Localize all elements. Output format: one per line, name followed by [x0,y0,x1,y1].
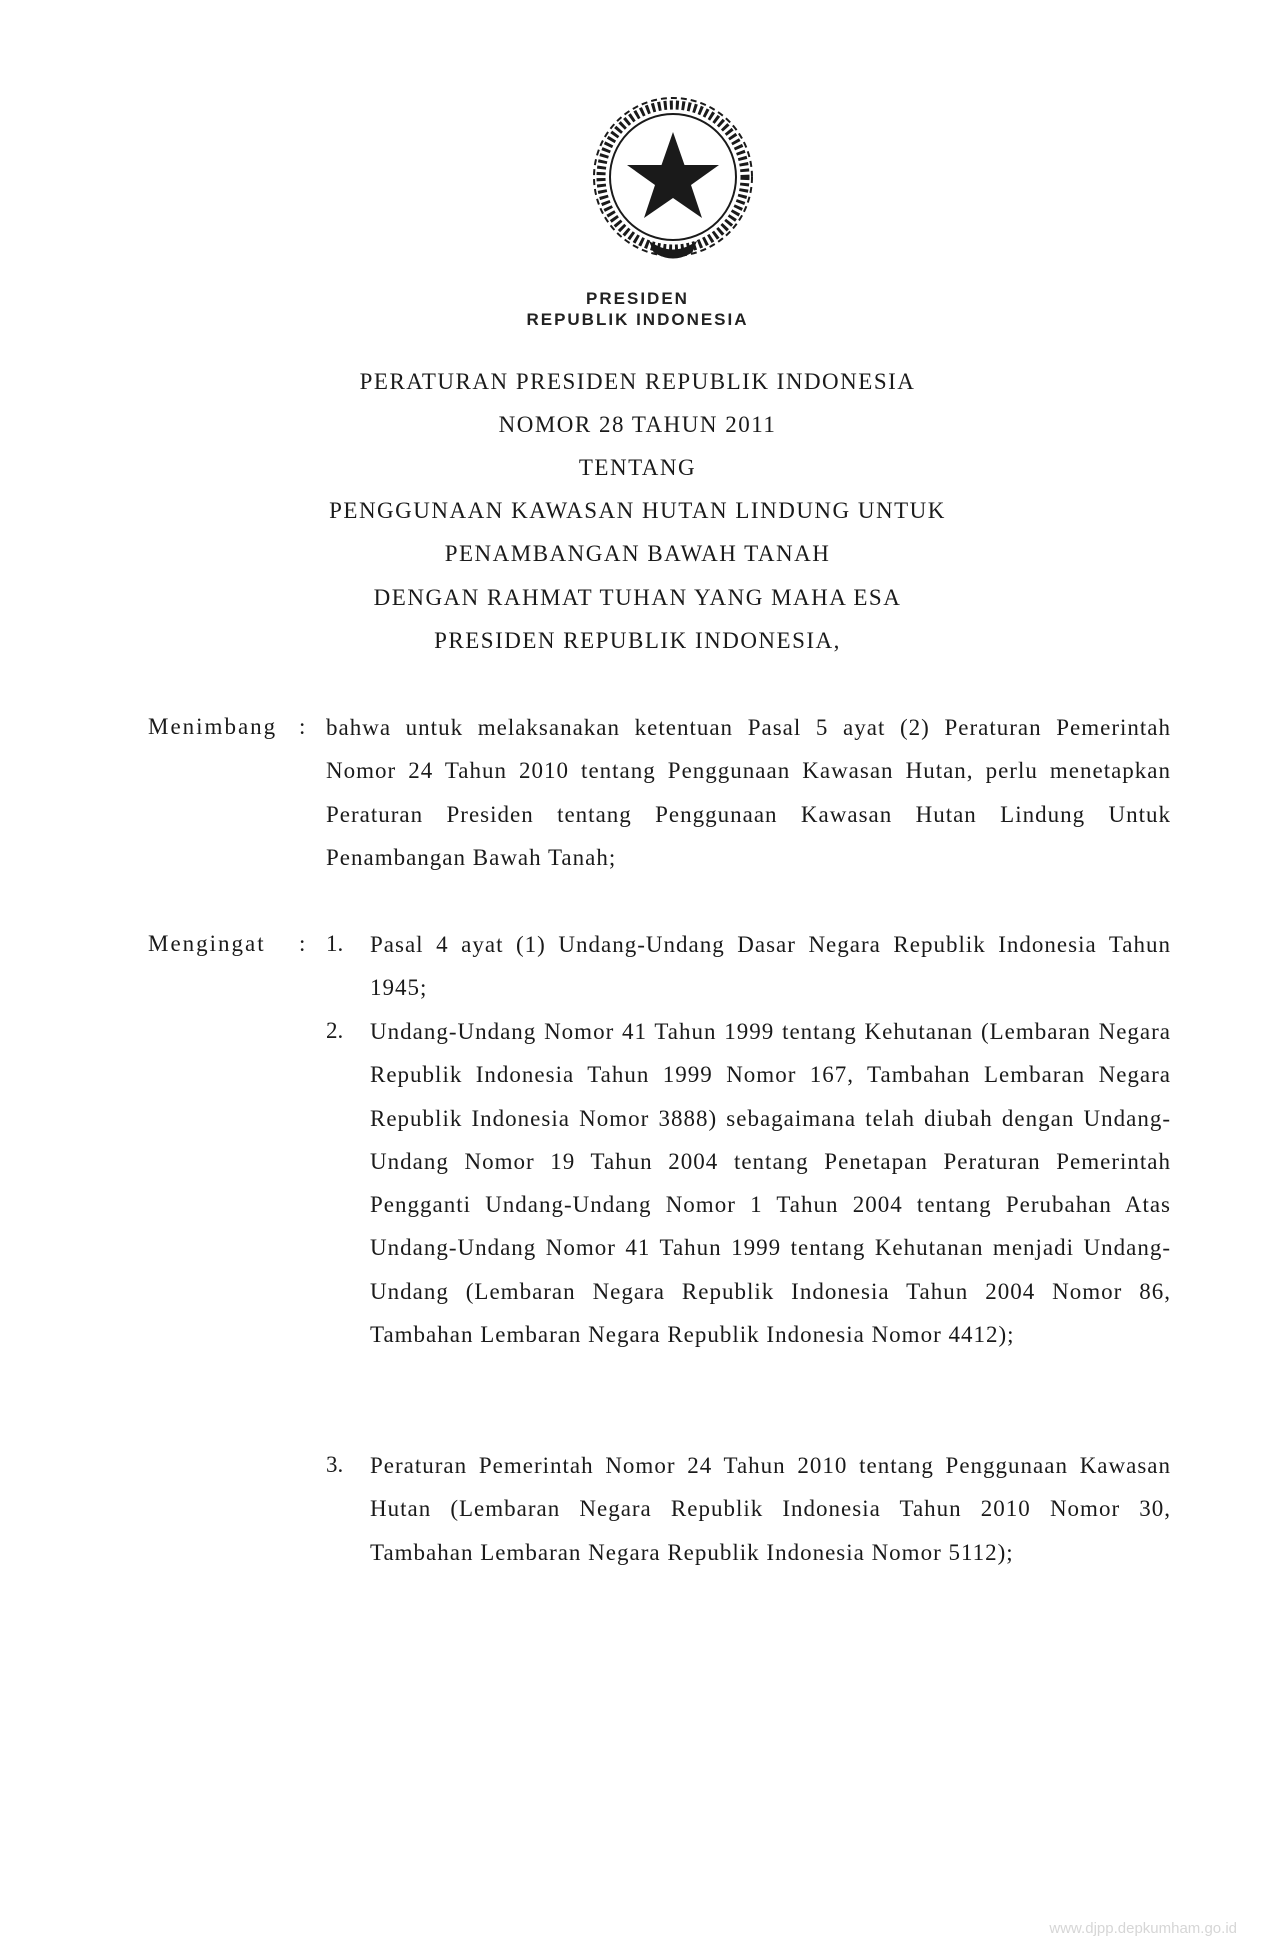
header-republik-indonesia: REPUBLIK INDONESIA [526,310,749,329]
mengingat-item: Pasal 4 ayat (1) Undang-Undang Dasar Negara Republik Indonesia Tahun 1945; [370,932,1171,1001]
title-line-4: PENGGUNAAN KAWASAN HUTAN LINDUNG UNTUK [329,498,946,523]
mengingat-label: Mengingat [148,931,266,956]
title-line-1: PERATURAN PRESIDEN REPUBLIK INDONESIA [359,369,916,394]
title-line-7: PRESIDEN REPUBLIK INDONESIA, [434,628,841,653]
mengingat-item: Undang-Undang Nomor 41 Tahun 1999 tentang Kehutanan (Lembaran Negara Republik Indonesia Tahun 1999 Nomor 167, Tambahan Lembaran Negara Republik Indonesia Nomor 3888) sebagaimana telah diubah dengan Undang-Undang Nomor 19 Tahun 2004 tentang Penetapan Peraturan Pemerintah Pengganti Undang-Undang Nomor 1 Tahun 2004 tentang Perubahan Atas Undang-Undang Nomor 41 Tahun 1999 tentang Kehutanan menjadi Undang-Undang (Lembaran Negara Republik Indonesia Tahun 2004 Nomor 86, Tambahan Lembaran Negara Republik Indonesia Nomor 4412); [370,1019,1171,1348]
mengingat-item-number: 2. [326,1018,344,1043]
menimbang-text: bahwa untuk melaksanakan ketentuan Pasal 5 ayat (2) Peraturan Pemerintah Nomor 24 Tahun 2010 tentang Penggunaan Kawasan Hutan, perlu menetapkan Peraturan Presiden tentang Penggunaan Kawasan Hutan Lindung Untuk Penambangan Bawah Tanah; [326,715,1171,870]
mengingat-item: Peraturan Pemerintah Nomor 24 Tahun 2010 tentang Penggunaan Kawasan Hutan (Lembaran Negara Republik Indonesia Tahun 2010 Nomor 30, Tambahan Lembaran Negara Republik Indonesia Nomor 5112); [370,1453,1171,1565]
title-line-3: TENTANG [578,455,697,480]
watermark: www.djpp.depkumham.go.id [1049,1920,1237,1937]
mengingat-item-number: 1. [326,931,344,956]
title-line-2: NOMOR 28 TAHUN 2011 [498,412,777,437]
title-line-6: DENGAN RAHMAT TUHAN YANG MAHA ESA [373,585,902,610]
menimbang-colon: : [299,714,306,739]
title-line-5: PENAMBANGAN BAWAH TANAH [444,541,831,566]
presidential-seal-icon [588,92,758,272]
mengingat-colon: : [299,931,306,956]
menimbang-label: Menimbang [148,714,278,739]
mengingat-item-number: 3. [326,1452,344,1477]
header-presiden: PRESIDEN [586,289,689,308]
